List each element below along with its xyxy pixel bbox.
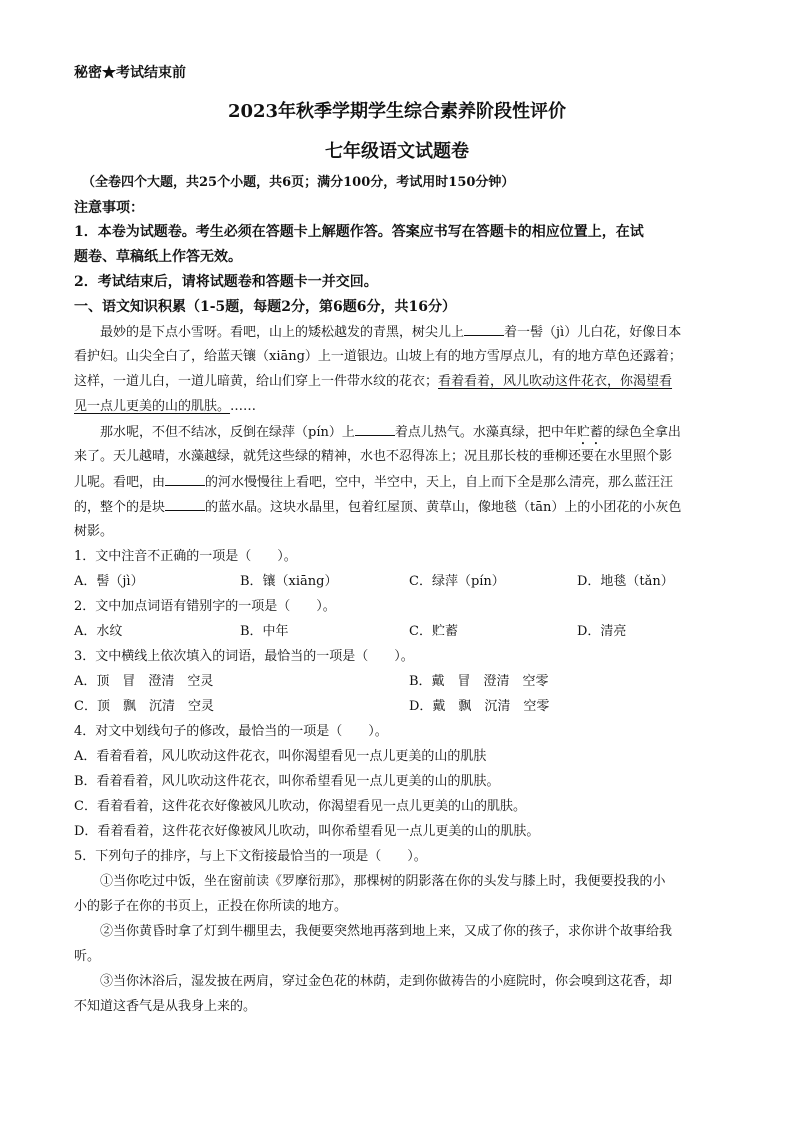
passage-line: 来了。天儿越晴，水藻越绿，就凭这些绿的精神，水也不忍得冻上；况且那长枝的垂柳还要在水里照个影	[74, 449, 673, 464]
q2-option-d: D．清亮	[577, 624, 627, 639]
passage-line: 的，整个的是块 的蓝水晶。这块水晶里，包着红屋顶、黄草山，像地毯（tān）上的小团花的小灰色	[74, 500, 682, 515]
notice-heading: 注意事项：	[74, 200, 144, 216]
question-3-stem: 3．文中横线上依次填入的词语，最恰当的一项是（ ）。	[74, 649, 414, 664]
q3-option-d: D．戴 飘 沉清 空零	[409, 699, 550, 714]
fill-blank-1	[464, 323, 504, 336]
passage-line: 见一点儿更美的山的肌肤。……	[74, 399, 257, 414]
q1-option-d: D．地毯（tǎn）	[577, 574, 674, 589]
q1-option-a: A．髻（jì）	[74, 574, 144, 589]
q3-option-c: C．顶 飘 沉清 空灵	[74, 699, 214, 714]
q5-sentence-3-cont: 不知道这香气是从我身上来的。	[74, 999, 257, 1014]
passage-line: 树影。	[74, 524, 114, 539]
q1-option-b: B．镶（xiāng）	[240, 574, 338, 589]
exam-subtitle: 七年级语文试题卷	[325, 141, 469, 162]
exam-note: （全卷四个大题，共25个小题，共6页；满分100分，考试用时150分钟）	[82, 175, 515, 190]
question-5-stem: 5．下列句子的排序，与上下文衔接最恰当的一项是（ ）。	[74, 849, 427, 864]
q4-option-a: A．看着看着，风儿吹动这件花衣，叫你渴望看见一点儿更美的山的肌肤	[74, 749, 487, 764]
q4-option-b: B．看着看着，风儿吹动这件花衣，叫你希望看见一点儿更美的山的肌肤。	[74, 774, 500, 789]
fill-blank-4	[165, 498, 205, 511]
q5-sentence-1: ①当你吃过中饭，坐在窗前读《罗摩衍那》，那棵树的阴影落在你的头发与膝上时，我便要投我的小	[100, 874, 666, 889]
q5-sentence-2: ②当你黄昏时拿了灯到牛棚里去，我便要突然地再落到地上来，又成了你的孩子，求你讲个故事给我	[100, 924, 673, 939]
q4-option-c: C．看着看着，这件花衣好像被风儿吹动，你渴望看见一点儿更美的山的肌肤。	[74, 799, 526, 814]
fill-blank-2	[355, 423, 395, 436]
q4-option-d: D．看着看着，这件花衣好像被风儿吹动，叫你希望看见一点儿更美的山的肌肤。	[74, 824, 540, 839]
q5-sentence-1-cont: 小的影子在你的书页上，正投在你所读的地方。	[74, 899, 348, 914]
q5-sentence-3: ③当你沐浴后，湿发披在两肩，穿过金色花的林荫，走到你做祷告的小庭院时，你会嗅到这花香，却	[100, 974, 673, 989]
question-1-stem: 1．文中注音不正确的一项是（ ）。	[74, 549, 297, 564]
q5-sentence-2-cont: 听。	[74, 949, 101, 964]
q2-option-b: B．中年	[240, 624, 289, 639]
question-4-stem: 4．对文中划线句子的修改，最恰当的一项是（ ）。	[74, 724, 388, 739]
notice-item-2: 2．考试结束后，请将试题卷和答题卡一并交回。	[74, 274, 378, 290]
passage-line: 儿呢。看吧，由 的河水慢慢往上看吧，空中，半空中，天上，自上而下全是那么清亮，那么蓝汪汪	[74, 475, 674, 490]
secret-label: 秘密★考试结束前	[74, 65, 186, 81]
q1-option-c: C．绿萍（pín）	[409, 574, 505, 589]
passage-line: 那水呢，不但不结冰，反倒在绿萍（pín）上 着点儿热气。水藻真绿，把中年贮蓄的绿色全拿出	[100, 425, 681, 440]
q3-option-b: B．戴 冒 澄清 空零	[409, 674, 549, 689]
q3-option-a: A．顶 冒 澄清 空灵	[74, 674, 214, 689]
underlined-sentence-end: 见一点儿更美的山的肌肤。	[74, 399, 231, 414]
passage-line: 看护妇。山尖全白了，给蓝天镶（xiāng）上一道银边。山坡上有的地方雪厚点儿，有的地方草色还露着；	[74, 349, 682, 364]
fill-blank-3	[165, 473, 205, 486]
passage-line: 这样，一道儿白，一道儿暗黄，给山们穿上一件带水纹的花衣；看着看着，风儿吹动这件花衣，你渴望看	[74, 374, 673, 389]
dotted-word: 贮蓄	[576, 425, 603, 440]
notice-item-1: 1．本卷为试题卷。考生必须在答题卡上解题作答。答案应书写在答题卡的相应位置上，在试	[74, 224, 644, 240]
q2-option-a: A．水纹	[74, 624, 123, 639]
exam-title: 2023年秋季学期学生综合素养阶段性评价	[227, 101, 567, 122]
section1-heading: 一、语文知识积累（1-5题，每题2分，第6题6分，共16分）	[74, 299, 456, 315]
q2-option-c: C．贮蓄	[409, 624, 458, 639]
passage-line: 最妙的是下点小雪呀。看吧，山上的矮松越发的青黑，树尖儿上 着一髻（jì）儿白花，好像日本	[100, 325, 682, 340]
underlined-sentence: 看着看着，风儿吹动这件花衣，你渴望看	[438, 374, 673, 389]
notice-item-1-cont: 题卷、草稿纸上作答无效。	[74, 249, 242, 265]
question-2-stem: 2．文中加点词语有错别字的一项是（ ）。	[74, 599, 336, 614]
